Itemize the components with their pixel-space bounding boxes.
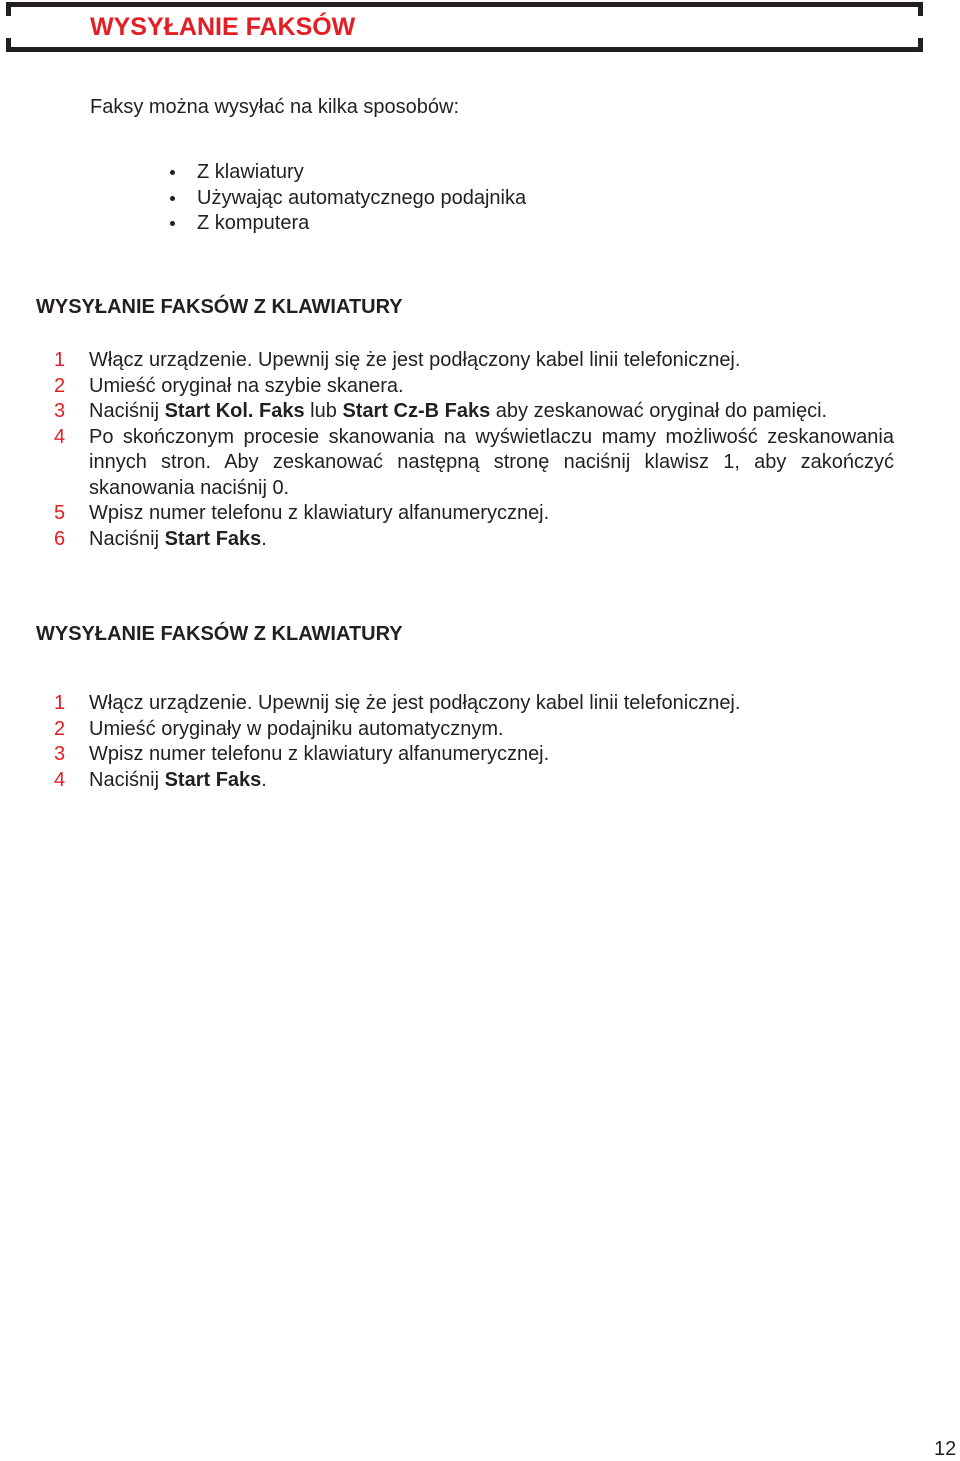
step-item [54,527,894,553]
step-text: Naciśnij [89,527,165,550]
page-number: 12 [934,1438,957,1460]
steps-list-keyboard [54,348,894,552]
method-label: Z komputera [197,212,310,234]
step-text: Włącz urządzenie. Upewnij się że jest podłączony kabel linii telefonicznej. [89,692,741,714]
step-text: . [261,768,267,791]
step-number: 3 [54,400,66,422]
bullet-icon [170,170,175,175]
step-text: lub [304,400,343,422]
step-text: Wpisz numer telefonu z klawiatury alfanumerycznej. [89,743,550,765]
page-title: WYSYŁANIE FAKSÓW [90,13,356,41]
step-text: Wpisz numer telefonu z klawiatury alfanumerycznej. [89,502,550,524]
method-label: Używając automatycznego podajnika [197,186,527,209]
section-heading-keyboard: WYSYŁANIE FAKSÓW Z KLAWIATURY [36,296,403,318]
step-key-name: Start Kol. Faks [164,400,305,422]
frame-corner-bottom-right [918,38,923,52]
step-item [54,742,894,768]
step-number: 1 [54,349,66,371]
step-number: 3 [54,743,66,765]
frame-corner-top-right [918,2,923,16]
step-text: Umieść oryginał na szybie skanera. [89,374,404,397]
frame-corner-top-left [6,2,11,16]
step-item [54,717,894,743]
bullet-icon [170,196,175,201]
step-text: Naciśnij [89,768,165,791]
step-item [54,768,894,794]
step-key-name: Start Faks [164,527,262,550]
step-number: 6 [54,527,66,550]
step-text: Naciśnij [89,400,165,422]
step-text: aby zeskanować oryginał do pamięci. [490,400,828,422]
step-number: 1 [54,692,66,714]
step-key-name: Start Faks [164,768,262,791]
step-item [54,691,894,717]
step-number: 5 [54,502,66,524]
step-number: 2 [54,374,66,397]
step-number: 4 [54,768,66,791]
step-key-name: Start Cz-B Faks [342,400,491,422]
step-item [54,348,894,374]
step-text: Po skończonym procesie skanowania na wyświetlaczu mamy możliwość zeskanowania innych stron. Aby zeskanować następną stronę naciśnij klawisz 1, aby zakończyć skanowania naciśnij 0. [89,425,894,499]
step-text: Umieść oryginały w podajniku automatycznym. [89,717,504,740]
step-item [54,399,894,425]
method-item [170,160,526,186]
step-text: . [261,527,267,550]
step-item [54,374,894,400]
frame-corner-bottom-left [6,38,11,52]
section-heading-feeder: WYSYŁANIE FAKSÓW Z KLAWIATURY [36,623,403,645]
method-label: Z klawiatury [197,161,304,183]
step-text: Włącz urządzenie. Upewnij się że jest podłączony kabel linii telefonicznej. [89,349,741,371]
method-item [170,211,526,237]
methods-list [170,160,526,237]
step-number: 4 [54,425,66,448]
steps-list-feeder [54,691,894,793]
step-number: 2 [54,717,66,740]
method-item [170,186,526,212]
bullet-icon [170,221,175,226]
step-item [54,501,894,527]
step-item [54,425,894,502]
intro-text: Faksy można wysyłać na kilka sposobów: [90,96,460,118]
